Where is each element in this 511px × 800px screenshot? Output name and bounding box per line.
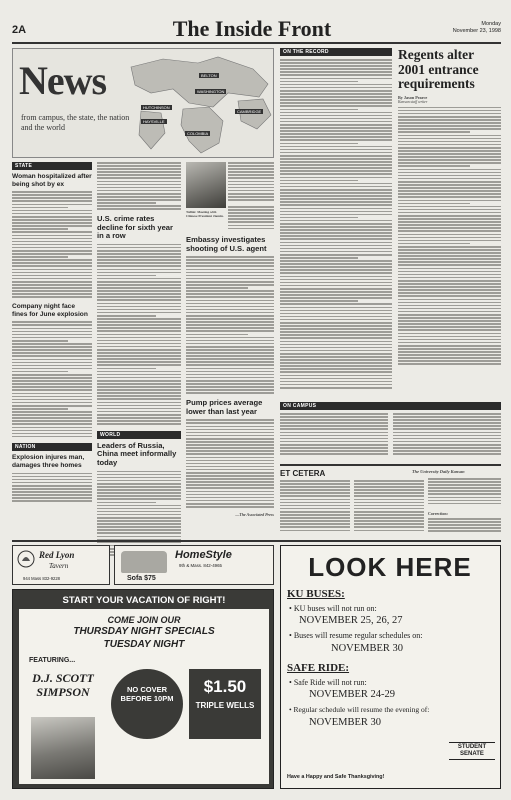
ad-section-rule <box>12 540 501 542</box>
vacation-line-3: TUESDAY NIGHT <box>103 639 185 650</box>
no-cover-badge <box>111 669 183 739</box>
red-lyon-name: Red Lyon <box>39 550 75 560</box>
world-headline-3: Pump prices average lower than last year <box>186 398 263 416</box>
news-subtitle: from campus, the state, the nation and the world <box>21 113 130 132</box>
et-cetera-col-2 <box>354 480 424 536</box>
regents-body <box>398 107 501 373</box>
et-cetera-col-1 <box>280 480 350 536</box>
on-campus-col-1 <box>280 413 388 459</box>
on-campus <box>280 402 501 460</box>
state-section-header: STATE <box>12 162 92 170</box>
map-label-hutchinson: HUTCHINSON <box>143 105 170 110</box>
vacation-inner <box>19 609 269 784</box>
nation-story-2-body <box>97 244 181 429</box>
on-record-header: ON THE RECORD <box>280 48 392 56</box>
world-column-text <box>228 206 274 232</box>
state-story-2-body <box>12 321 92 439</box>
safe-line-1-text: Safe Ride will not run: <box>293 678 367 687</box>
homestyle-item: Sofa $75 <box>127 575 156 582</box>
bus-date-1: NOVEMBER 25, 26, 27 <box>299 615 403 626</box>
safe-line-2-text: Regular schedule will resume the evening of: <box>293 705 430 714</box>
map-label-haysville: HAYSVILLE <box>143 119 165 124</box>
vacation-featuring: FEATURING... <box>29 657 76 664</box>
nation-headline-1: Explosion injures man, damages three homes <box>12 454 85 469</box>
bus-line-1-text: KU buses will not run on: <box>293 604 377 613</box>
nation-headline-2: U.S. crime rates decline for sixth year in a row <box>97 214 173 241</box>
et-cetera-paper: The University Daily Kansan <box>412 470 465 474</box>
masthead-day: Monday <box>481 21 501 27</box>
wire-byline: —The Associated Press <box>235 513 274 518</box>
masthead-title: The Inside Front <box>172 16 332 41</box>
page-number: 2A <box>12 24 27 36</box>
homestyle-sub: 9th & Mass. 842-4965 <box>179 563 222 568</box>
look-here-ad <box>280 545 501 789</box>
vacation-ad <box>12 589 274 789</box>
bus-line-2: • Buses will resume regular schedules on: <box>289 631 423 640</box>
homestyle-name: HomeStyle <box>175 549 232 561</box>
et-cetera-col-3 <box>428 478 501 508</box>
world-lead-text <box>228 162 274 202</box>
regents-headline: Regents alter 2001 entrance requirements <box>398 47 479 91</box>
red-lyon-address: 944 Mass 832-9228 <box>23 576 61 581</box>
world-headline-1: Embassy investigates shooting of U.S. agent <box>186 235 267 253</box>
on-record-body <box>280 59 392 395</box>
dj-photo <box>31 717 95 779</box>
map-label-belton: BELTON <box>201 73 217 78</box>
nation-section-header: NATION <box>12 443 92 451</box>
price-text: $1.50 <box>203 677 247 696</box>
et-cetera <box>280 464 501 536</box>
student-senate-logo: STUDENT SENATE <box>449 742 495 760</box>
middle-story-continued <box>97 162 181 212</box>
world-story-1-body <box>186 256 274 396</box>
state-headline-2: Company night face fines for June explosion <box>12 303 88 318</box>
correction-label: Correction: <box>428 512 448 516</box>
vacation-line-2: THURSDAY NIGHT SPECIALS <box>73 626 215 637</box>
masthead-date: November 23, 1998 <box>452 28 501 34</box>
masthead <box>12 14 501 40</box>
map-label-cambridge: CAMBRIDGE <box>237 109 262 114</box>
correction-body <box>428 518 501 536</box>
on-the-record <box>280 48 392 398</box>
state-story-1-body <box>12 191 92 299</box>
photo-caption: Tolbin: Meeting with Chinese President Jiamin. <box>186 210 224 219</box>
world-column <box>186 162 274 536</box>
look-here-footer: Have a Happy and Safe Thanksgiving! <box>287 774 385 780</box>
red-lyon-sub: Tavern <box>49 562 69 570</box>
regents-byline: By Jason Pearce <box>398 95 428 100</box>
middle-column <box>97 162 181 536</box>
ku-buses-heading: KU BUSES: <box>287 588 345 600</box>
sofa-illustration <box>121 551 167 573</box>
regents-byline-role: Kansan staff writer <box>398 99 428 104</box>
vacation-banner: START YOUR VACATION OF RIGHT! <box>62 595 226 606</box>
state-column <box>12 162 92 536</box>
safe-date-2: NOVEMBER 30 <box>309 717 382 728</box>
yeltsin-photo <box>186 162 226 208</box>
et-cetera-title: ET CETERA <box>280 469 326 478</box>
bus-line-2-text: Buses will resume regular schedules on: <box>293 631 423 640</box>
red-lyon-ad <box>12 545 110 585</box>
nation-story-1-body <box>12 473 92 503</box>
safe-line-2: • Regular schedule will resume the evening of: <box>289 705 430 714</box>
news-map-box <box>12 48 274 158</box>
map-label-colombia: COLOMBIA <box>187 131 209 136</box>
world-section-header: WORLD <box>97 431 181 439</box>
regents-story <box>398 48 501 398</box>
bus-line-1: • KU buses will not run on: <box>289 604 377 613</box>
lion-logo-icon <box>17 550 35 568</box>
on-campus-col-2 <box>393 413 501 459</box>
on-campus-header: ON CAMPUS <box>280 402 501 410</box>
news-title: News <box>19 58 107 103</box>
bus-date-2: NOVEMBER 30 <box>331 643 404 654</box>
vacation-line-1: COME JOIN OUR <box>107 615 181 625</box>
dj-name: D.J. SCOTT SIMPSON <box>32 671 94 699</box>
state-headline-1: Woman hospitalized after being shot by ex <box>12 173 92 188</box>
no-cover-text: NO COVER BEFORE 10PM <box>120 685 174 703</box>
map-label-washington: WASHINGTON <box>197 89 225 94</box>
homestyle-ad <box>114 545 274 585</box>
world-headline-2: Leaders of Russia, China meet informally today <box>97 440 177 467</box>
world-story-3-body <box>186 419 274 511</box>
masthead-rule <box>12 42 501 44</box>
safe-line-1: • Safe Ride will not run: <box>289 678 367 687</box>
safe-ride-heading: SAFE RIDE: <box>287 662 350 674</box>
safe-date-1: NOVEMBER 24-29 <box>309 689 396 700</box>
price-sub-text: TRIPLE WELLS <box>195 701 255 710</box>
look-here-title: LOOK HERE <box>308 552 472 582</box>
